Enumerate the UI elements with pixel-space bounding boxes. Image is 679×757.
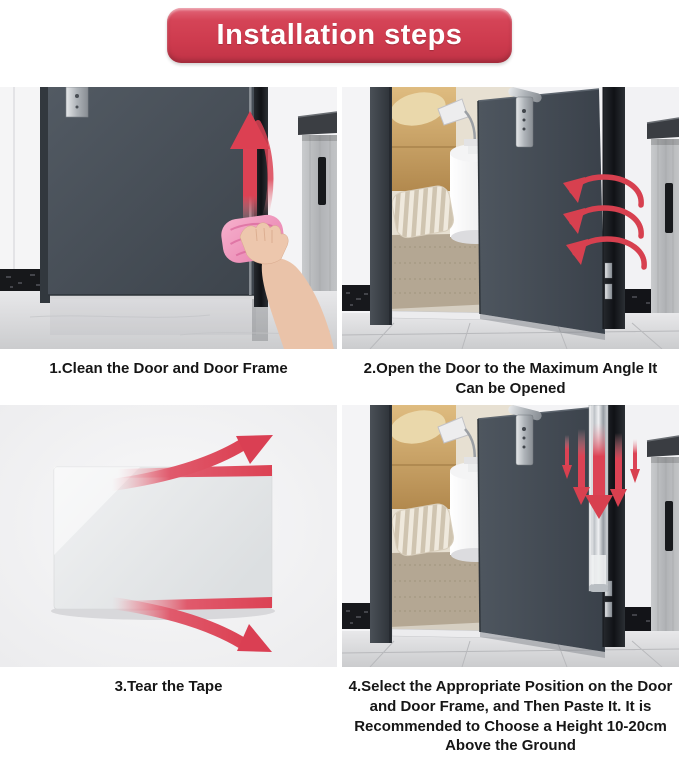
tape-sheet <box>54 465 272 611</box>
title-text: Installation steps <box>216 19 463 51</box>
step-2-caption: 2.Open the Door to the Maximum Angle It Can be Opened <box>363 360 658 397</box>
clean-door-illustration <box>0 87 337 349</box>
step-3-panel <box>0 405 337 756</box>
step-4-panel <box>342 405 679 756</box>
door <box>48 87 254 295</box>
tear-tape-illustration <box>0 405 337 667</box>
step-4-caption: 4.Select the Appropriate Position on the Door and Door Frame, and Then Paste It. It is Recommended to Choose a Height 10-20cm Above the Ground <box>348 678 673 755</box>
step-1-caption: 1.Clean the Door and Door Frame <box>49 360 288 377</box>
title-banner <box>167 8 512 63</box>
left-wall <box>0 87 46 311</box>
latch-plate <box>66 87 88 117</box>
step-2-panel <box>342 87 679 405</box>
step-3-caption: 3.Tear the Tape <box>114 678 223 695</box>
paste-seal-illustration <box>342 405 679 667</box>
step-1-panel <box>0 87 337 405</box>
open-door-illustration <box>342 87 679 349</box>
